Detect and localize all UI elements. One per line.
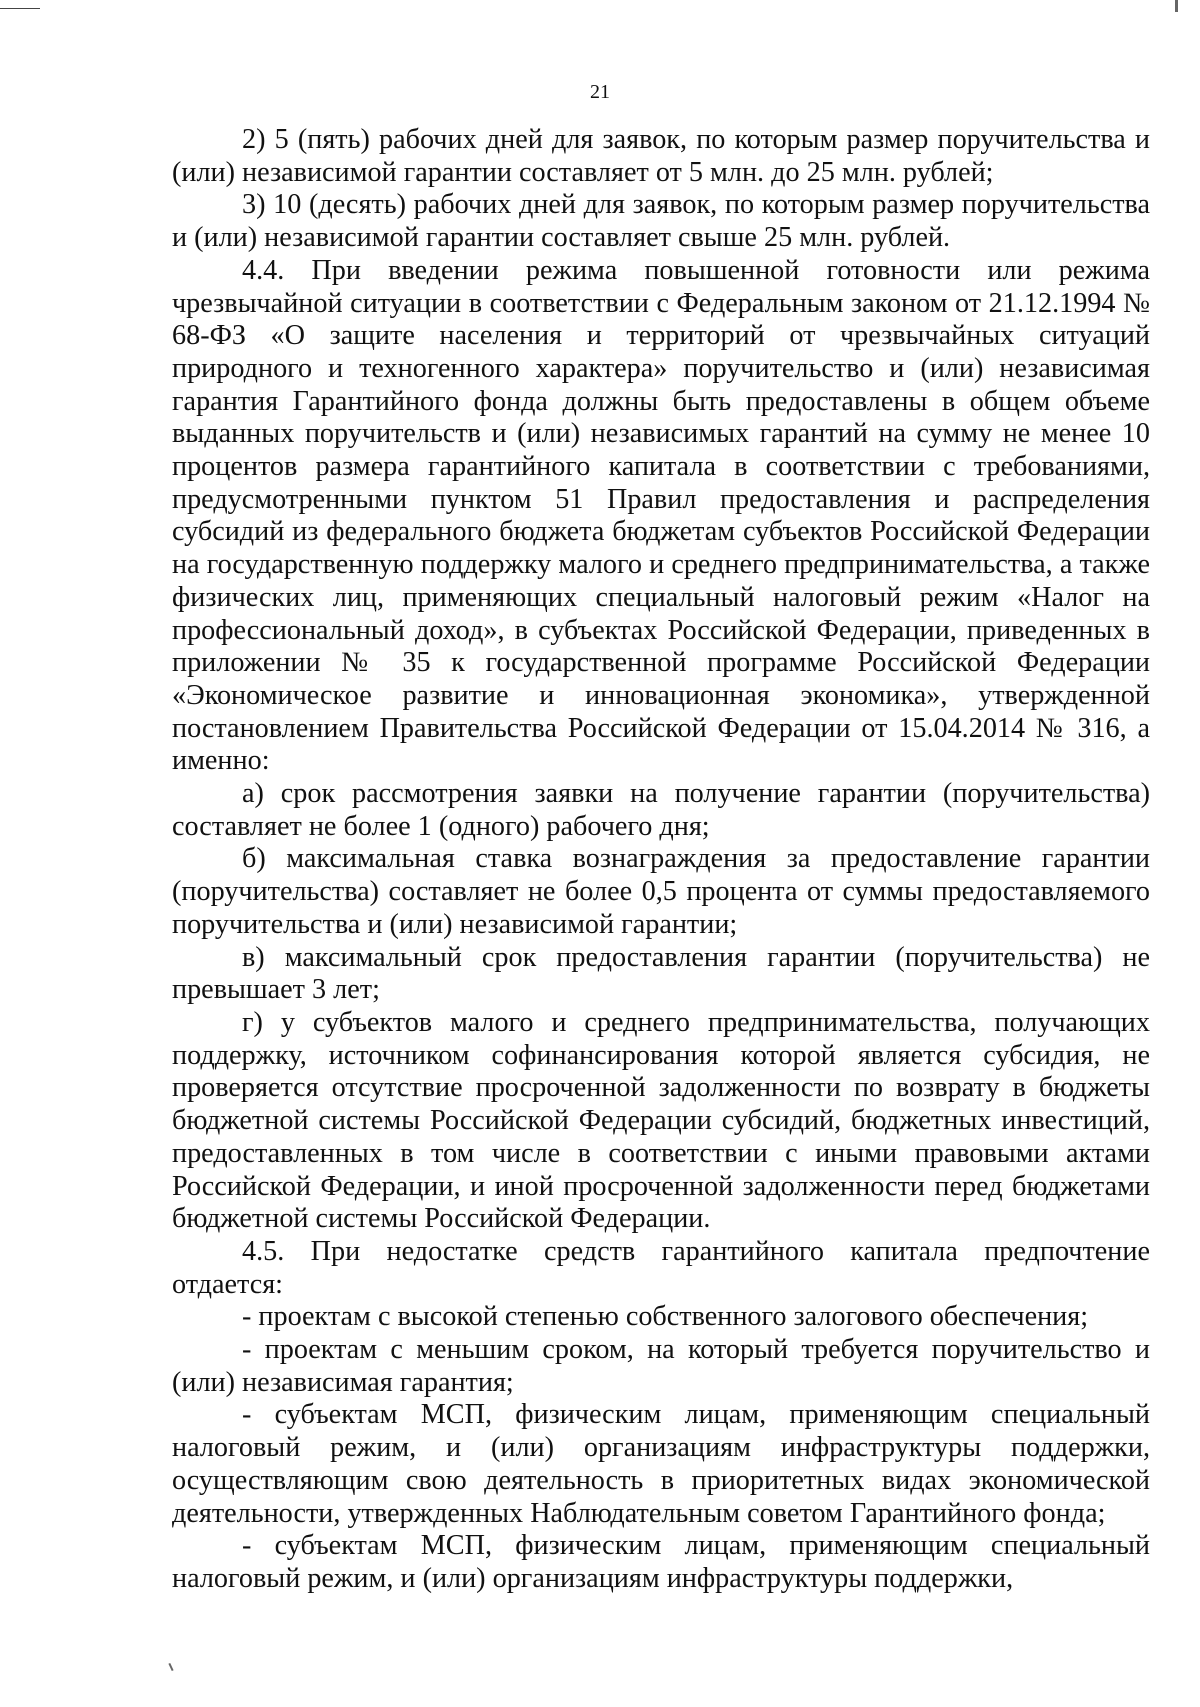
paragraph-subitem-g: г) у субъектов малого и среднего предпринимательства, получающих поддержку, источником софинансирования которой является субсидия, не проверяется отсутствие просроченной задолженности по возврату в бюджеты бюджетной системы Российской Федерации субсидий, бюджетных инвестиций, предоставленных в том числе в соответствии с иными правовыми актами Российской Федерации, и иной просроченной задолженности перед бюджетами бюджетной системы Российской Федерации. [172,1006,1150,1235]
paragraph-bullet-3: - субъектам МСП, физическим лицам, применяющим специальный налоговый режим, и (или) организациям инфраструктуры поддержки, осуществляющим свою деятельность в приоритетных видах экономической деятельности, утвержденных Наблюдательным советом Гарантийного фонда; [172,1399,1150,1529]
paragraph-subitem-a: а) срок рассмотрения заявки на получение гарантии (поручительства) составляет не более 1 (одного) рабочего дня; [172,778,1150,842]
paragraph-bullet-1: - проектам с высокой степенью собственного залогового обеспечения; [242,1301,1089,1333]
paragraph-subitem-b: б) максимальная ставка вознаграждения за предоставление гарантии (поручительства) составляет не более 0,5 процента от суммы предоставляемого поручительства и (или) независимой гарантии; [172,843,1150,940]
paragraph-subitem-v: в) максимальный срок предоставления гарантии (поручительства) не превышает 3 лет; [172,941,1150,1006]
scan-mark [0,8,40,9]
page-number: 21 [590,81,610,103]
paragraph-bullet-2: - проектам с меньшим сроком, на который требуется поручительство и (или) независимая гарантия; [172,1334,1150,1398]
paragraph-bullet-4: - субъектам МСП, физическим лицам, применяющим специальный налоговый режим, и (или) организациям инфраструктуры поддержки, [172,1530,1150,1594]
document-body [172,124,1150,1596]
paragraph-item-2: 2) 5 (пять) рабочих дней для заявок, по которым размер поручительства и (или) независимой гарантии составляет от 5 млн. до 25 млн. рублей; [172,124,1150,188]
paragraph-item-3: 3) 10 (десять) рабочих дней для заявок, по которым размер поручительства и (или) независимой гарантии составляет свыше 25 млн. рублей. [172,189,1150,254]
scan-mark [168,1663,173,1671]
paragraph-section-4-4: 4.4. При введении режима повышенной готовности или режима чрезвычайной ситуации в соответствии с Федеральным законом от 21.12.1994 № 68-ФЗ «О защите населения и территорий от чрезвычайных ситуаций природного и техногенного характера» поручительство и (или) независимая гарантия Гарантийного фонда должны быть предоставлены в общем объеме выданных поручительств и (или) независимых гарантий на сумму не менее 10 процентов размера гарантийного капитала в соответствии с требованиями, предусмотренными пунктом 51 Правил предоставления и распределения субсидий из федерального бюджета бюджетам субъектов Российской Федерации на государственную поддержку малого и среднего предпринимательства, а также физических лиц, применяющих специальный налоговый режим «Налог на профессиональный доход», в субъектах Российской Федерации, приведенных в приложении № 35 к государственной программе Российской Федерации «Экономическое развитие и инновационная экономика», утвержденной постановлением Правительства Российской Федерации от 15.04.2014 № 316, а именно: [172,254,1150,777]
paragraph-section-4-5: 4.5. При недостатке средств гарантийного капитала предпочтение отдается: [172,1235,1150,1300]
scan-mark [1175,0,1178,12]
